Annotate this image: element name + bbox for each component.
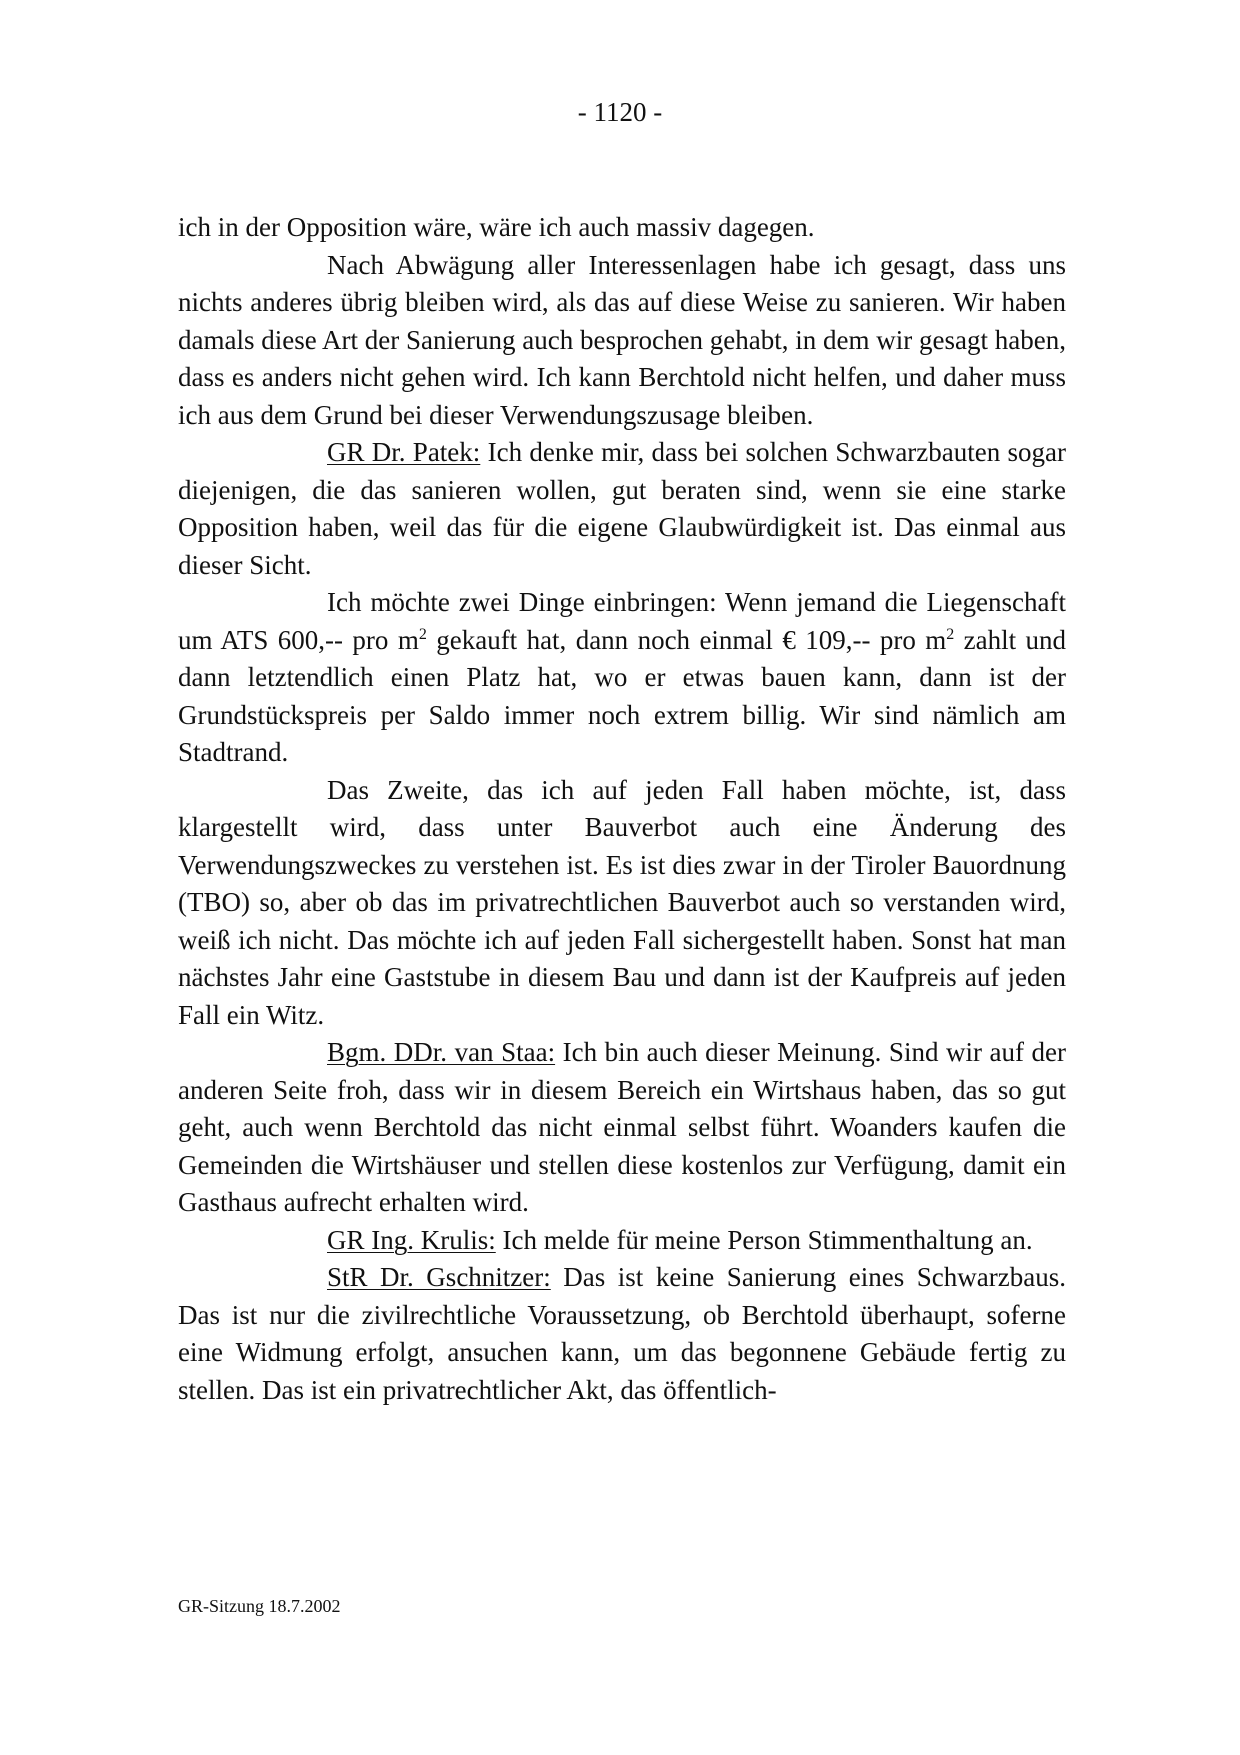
- paragraph: [178, 584, 1066, 772]
- document-body: [178, 209, 1066, 1409]
- paragraph-text: Ich möchte zwei Dinge einbringen: Wenn jemand die Liegenschaft um ATS 600,-- pro m: [178, 587, 1066, 655]
- speaker-name: GR Ing. Krulis:: [327, 1224, 496, 1255]
- paragraph: [178, 772, 1066, 1035]
- footer-session-date: GR-Sitzung 18.7.2002: [178, 1596, 341, 1616]
- speaker-name: StR Dr. Gschnitzer:: [327, 1262, 551, 1292]
- page-number: - 1120 -: [577, 97, 663, 127]
- superscript-exponent: 2: [418, 625, 427, 643]
- paragraph-text: gekauft hat, dann noch einmal € 109,-- pro m: [426, 624, 947, 655]
- paragraph-continuation: [178, 209, 1066, 247]
- paragraph-text: Das Zweite, das ich auf jeden Fall haben möchte, ist, dass klargestellt wird, dass unter Bauverbot auch eine Änderung des Verwendungszweckes zu verstehen ist. Es ist dies zwar in der Tiroler Bauordnung (TBO) so, aber ob das im privatrechtlichen Bauverbot auch so verstanden wird, weiß ich nicht. Das möchte ich auf jeden Fall sichergestellt haben. Sonst hat man nächstes Jahr eine Gaststube in diesem Bau und dann ist der Kaufpreis auf jeden Fall ein Witz.: [178, 774, 1066, 1030]
- superscript-exponent: 2: [946, 625, 955, 643]
- paragraph-text: ich in der Opposition wäre, wäre ich auch massiv dagegen.: [178, 212, 815, 242]
- speaker-paragraph: [178, 1259, 1066, 1409]
- paragraph-text: Das ist keine Sanierung eines Schwarzbaus. Das ist nur die zivilrechtliche Voraussetzung, ob Berchtold überhaupt, soferne eine Widmung erfolgt, ansuchen kann, um das begonnene Gebäude fertig zu stellen. Das ist ein privatrechtlicher Akt, das öffentlich-: [178, 1262, 1066, 1405]
- speaker-name: Bgm. DDr. van Staa:: [327, 1037, 556, 1067]
- paragraph-text: Ich bin auch dieser Meinung. Sind wir auf der anderen Seite froh, dass wir in diesem Bereich ein Wirtshaus haben, das so gut geht, auch wenn Berchtold das nicht einmal selbst führt. Woanders kaufen die Gemeinden die Wirtshäuser und stellen diese kostenlos zur Verfügung, damit ein Gasthaus aufrecht erhalten wird.: [178, 1037, 1066, 1217]
- speaker-paragraph: [178, 434, 1066, 584]
- speaker-name: GR Dr. Patek:: [327, 437, 481, 467]
- paragraph: [178, 247, 1066, 435]
- speaker-paragraph: [178, 1034, 1066, 1222]
- paragraph-text: Nach Abwägung aller Interessenlagen habe ich gesagt, dass uns nichts anderes übrig bleiben wird, als das auf diese Weise zu sanieren. Wir haben damals diese Art der Sanierung auch besprochen gehabt, in dem wir gesagt haben, dass es anders nicht gehen wird. Ich kann Berchtold nicht helfen, und daher muss ich aus dem Grund bei dieser Verwendungszusage bleiben.: [178, 249, 1066, 430]
- paragraph-text: zahlt und dann letztendlich einen Platz hat, wo er etwas bauen kann, dann ist der Grundstückspreis per Saldo immer noch extrem billig. Wir sind nämlich am Stadtrand.: [178, 624, 1066, 767]
- paragraph-text: Ich denke mir, dass bei solchen Schwarzbauten sogar diejenigen, die das sanieren wollen, gut beraten sind, wenn sie eine starke Opposition haben, weil das für die eigene Glaubwürdigkeit ist. Das einmal aus dieser Sicht.: [178, 437, 1067, 580]
- speaker-paragraph: [178, 1222, 1066, 1260]
- paragraph-text: Ich melde für meine Person Stimmenthaltung an.: [495, 1224, 1033, 1255]
